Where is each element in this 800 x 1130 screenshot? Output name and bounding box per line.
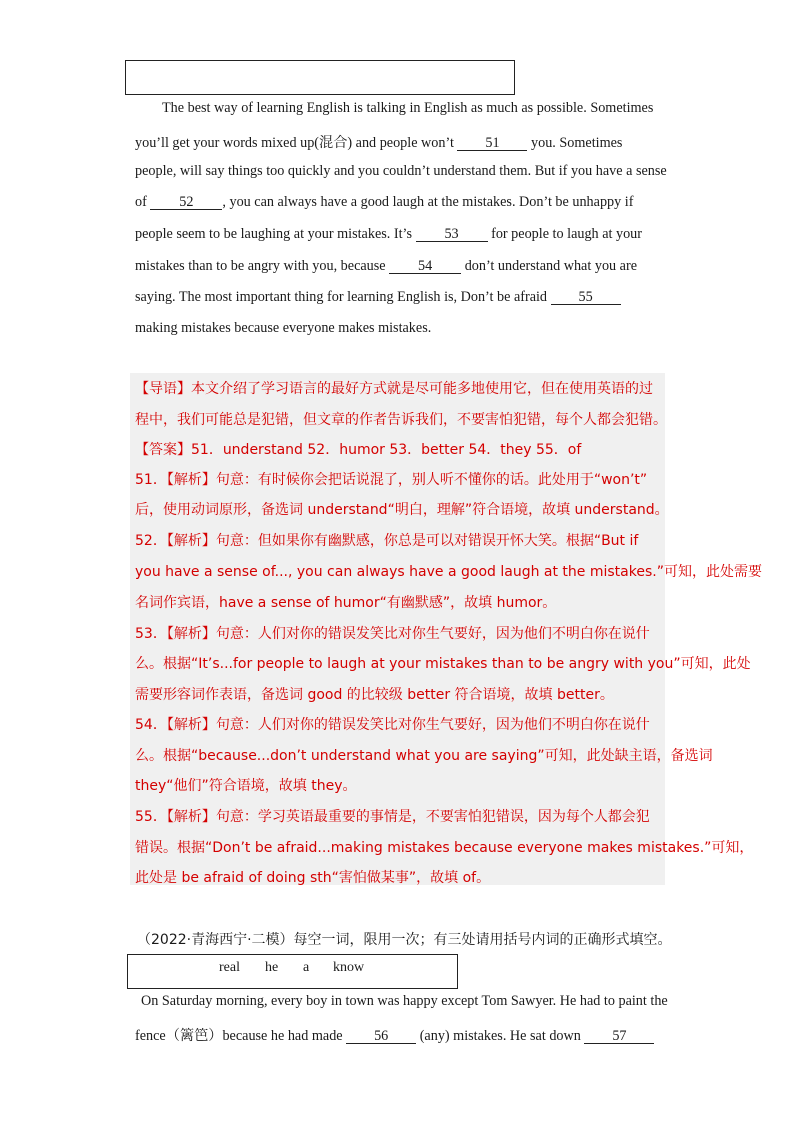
passage-line: making mistakes because everyone makes mistakes.	[135, 320, 432, 336]
analysis-item-55: 此处是 be afraid of doing sth“害怕做某事”，故填 of。	[135, 870, 491, 886]
analysis-intro: 【导语】本文介绍了学习语言的最好方式就是尽可能多地使用它，但在使用英语的过	[135, 381, 653, 397]
word-bank-item: know	[333, 960, 365, 975]
blank-56[interactable]: 56	[346, 1028, 416, 1045]
analysis-item-52: 52．【解析】句意：但如果你有幽默感，你总是可以对错误开怀大笑。根据“But if	[135, 533, 639, 549]
passage-line: people seem to be laughing at your mistakes. It’s 53 for people to laugh at your	[135, 226, 642, 242]
word-bank-item: he	[265, 960, 279, 975]
analysis-item-54: 54．【解析】句意：人们对你的错误发笑比对你生气要好，因为他们不明白你在说什	[135, 717, 650, 733]
analysis-item-53: 53．【解析】句意：人们对你的错误发笑比对你生气要好，因为他们不明白你在说什	[135, 626, 650, 642]
blank-55[interactable]: 55	[551, 289, 621, 306]
passage-line: you’ll get your words mixed up(混合) and people won’t 51 you. Sometimes	[135, 135, 623, 151]
exercise-source-instruction: （2022·青海西宁·二模）每空一词，限用一次；有三处请用括号内词的正确形式填空。	[137, 932, 672, 948]
blank-51[interactable]: 51	[457, 135, 527, 152]
blank-52[interactable]: 52	[150, 194, 222, 211]
analysis-answers: 【答案】51．understand 52．humor 53．better 54．they 55．of	[135, 442, 582, 458]
analysis-item-52: 名词作宾语，have a sense of humor“有幽默感”，故填 humor。	[135, 595, 557, 611]
passage-line: On Saturday morning, every boy in town was happy except Tom Sawyer. He had to paint the	[141, 993, 668, 1009]
blank-53[interactable]: 53	[416, 226, 488, 243]
word-bank-item: a	[303, 960, 310, 975]
blank-54[interactable]: 54	[389, 258, 461, 275]
analysis-item-55: 错误。根据“Don’t be afraid...making mistakes because everyone makes mistakes.”可知，	[135, 840, 754, 856]
analysis-item-55: 55．【解析】句意：学习英语最重要的事情是，不要害怕犯错误，因为每个人都会犯	[135, 809, 650, 825]
passage-line: The best way of learning English is talking in English as much as possible. Sometimes	[162, 100, 654, 116]
analysis-item-51: 51．【解析】句意：有时候你会把话说混了，别人听不懂你的话。此处用于“won’t”	[135, 472, 648, 488]
passage-line: of 52 , you can always have a good laugh at the mistakes. Don’t be unhappy if	[135, 194, 634, 210]
analysis-item-54: 么。根据“because...don’t understand what you are saying”可知，此处缺主语，备选词	[135, 748, 713, 764]
analysis-item-51: 后，使用动词原形，备选词 understand“明白，理解”符合语境，故填 understand。	[135, 502, 669, 518]
blank-57[interactable]: 57	[584, 1028, 654, 1045]
analysis-intro: 程中，我们可能总是犯错，但文章的作者告诉我们，不要害怕犯错，每个人都会犯错。	[135, 412, 667, 428]
passage-line: fence（篱笆）because he had made 56 (any) mistakes. He sat down 57	[135, 1025, 654, 1045]
passage-line: mistakes than to be angry with you, because 54 don’t understand what you are	[135, 258, 637, 274]
passage-line: people, will say things too quickly and you couldn’t understand them. But if you have a sense	[135, 163, 667, 179]
passage-line: saying. The most important thing for learning English is, Don’t be afraid 55	[135, 289, 621, 306]
analysis-item-53: 么。根据“It’s...for people to laugh at your mistakes than to be angry with you”可知，此处	[135, 656, 751, 672]
word-bank	[219, 960, 364, 976]
word-bank-item: real	[219, 960, 240, 975]
analysis-item-52: you have a sense of..., you can always have a good laugh at the mistakes.”可知，此处需要	[135, 564, 762, 580]
analysis-item-54: they“他们”符合语境，故填 they。	[135, 778, 357, 794]
analysis-item-53: 需要形容词作表语，备选词 good 的比较级 better 符合语境，故填 better。	[135, 687, 614, 703]
word-box-empty	[125, 60, 515, 95]
